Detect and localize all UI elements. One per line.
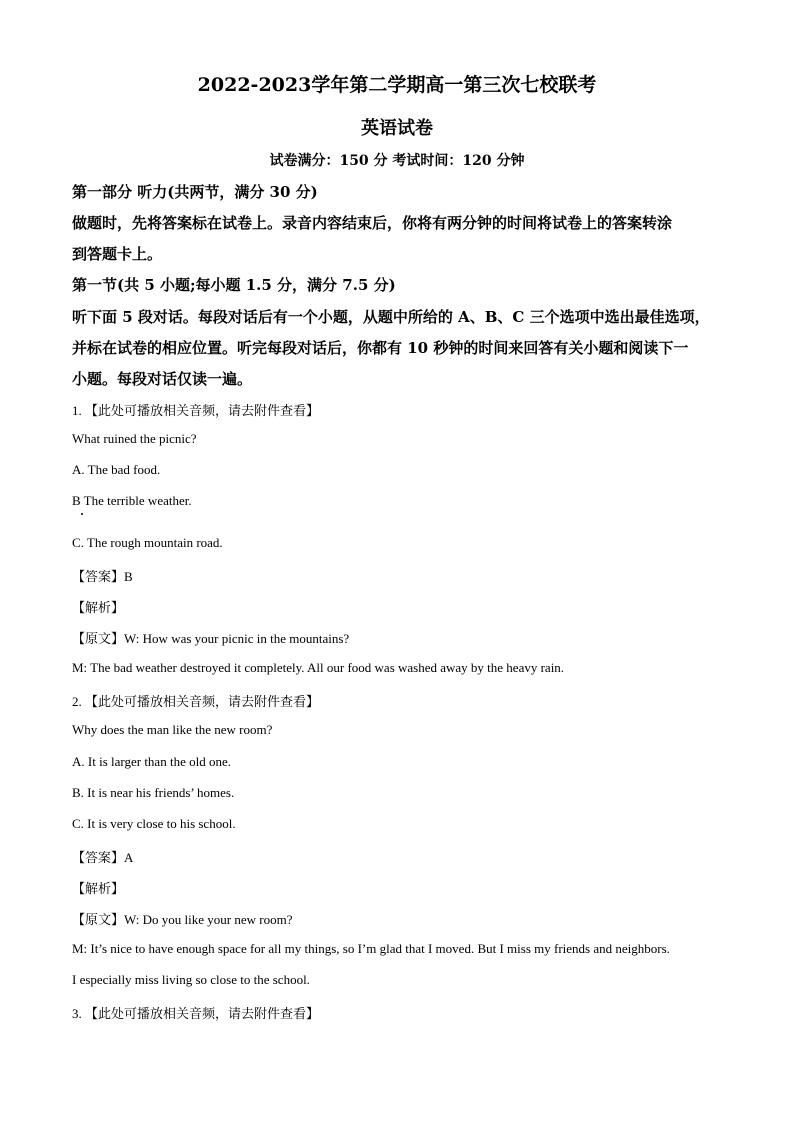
section-heading: 第一节(共 5 小题;每小题 1.5 分，满分 7.5 分) <box>72 276 396 294</box>
transcript-line <box>72 909 293 928</box>
option-a: A. The bad food. <box>72 462 161 477</box>
instruction-line: 并标在试卷的相应位置。听完每段对话后，你都有 10 秒钟的时间来回答有关小题和阅读下一 <box>72 339 689 357</box>
exam-subtitle: 英语试卷 <box>361 118 433 139</box>
option-c: C. The rough mountain road. <box>72 535 223 550</box>
transcript-tag: 【原文】 <box>72 913 125 928</box>
answer-value: A <box>124 850 134 865</box>
question-number: 2. <box>72 694 82 709</box>
transcript-tag: 【原文】 <box>72 632 125 647</box>
question-text: What ruined the picnic? <box>72 431 197 446</box>
audio-placeholder: 【此处可播放相关音频，请去附件查看】 <box>85 695 320 710</box>
audio-placeholder: 【此处可播放相关音频，请去附件查看】 <box>85 404 320 419</box>
instruction-line: 做题时，先将答案标在试卷上。录音内容结束后，你将有两分钟的时间将试卷上的答案转涂 <box>72 214 673 232</box>
transcript-line: I especially miss living so close to the school. <box>72 972 310 987</box>
answer-tag: 【答案】 <box>72 570 125 585</box>
stray-dot <box>81 513 83 515</box>
question-number: 3. <box>72 1006 82 1021</box>
answer-line <box>72 847 133 866</box>
question-header <box>72 691 319 710</box>
answer-tag: 【答案】 <box>72 851 125 866</box>
instruction-line: 到答题卡上。 <box>72 245 163 263</box>
instruction-line: 小题。每段对话仅读一遍。 <box>72 370 253 388</box>
question-header <box>72 1003 319 1022</box>
transcript-line <box>72 628 349 647</box>
question-header <box>72 400 319 419</box>
answer-line <box>72 566 133 585</box>
transcript-text: W: How was your picnic in the mountains? <box>124 631 350 646</box>
option-b: B The terrible weather. <box>72 493 192 508</box>
transcript-text: W: Do you like your new room? <box>124 912 293 927</box>
transcript-line: M: The bad weather destroyed it completely. All our food was washed away by the heavy rain. <box>72 660 565 675</box>
option-a: A. It is larger than the old one. <box>72 754 231 769</box>
transcript-line: M: It’s nice to have enough space for all my things, so I’m glad that I moved. But I miss my friends and neighbors. <box>72 941 670 956</box>
analysis-tag: 【解析】 <box>72 882 125 897</box>
audio-placeholder: 【此处可播放相关音频，请去附件查看】 <box>85 1007 320 1022</box>
option-c: C. It is very close to his school. <box>72 816 236 831</box>
question-text: Why does the man like the new room? <box>72 722 273 737</box>
exam-title: 2022-2023学年第二学期高一第三次七校联考 <box>197 74 597 96</box>
answer-value: B <box>124 569 133 584</box>
part-heading: 第一部分 听力(共两节，满分 30 分) <box>72 183 318 201</box>
analysis-tag: 【解析】 <box>72 601 125 616</box>
exam-meta: 试卷满分：150 分 考试时间：120 分钟 <box>269 153 525 169</box>
instruction-line: 听下面 5 段对话。每段对话后有一个小题，从题中所给的 A、B、C 三个选项中选出最佳选项， <box>72 308 710 326</box>
option-b: B. It is near his friends’ homes. <box>72 785 235 800</box>
question-number: 1. <box>72 403 82 418</box>
